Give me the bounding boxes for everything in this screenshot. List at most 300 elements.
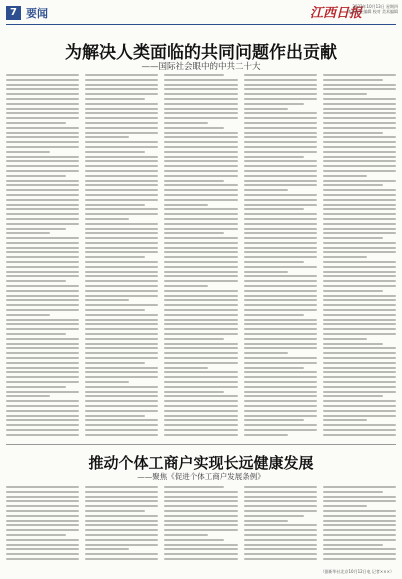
text-column xyxy=(6,486,79,564)
text-line-placeholder xyxy=(6,122,66,124)
text-line-placeholder xyxy=(244,93,317,95)
text-line-placeholder xyxy=(244,419,304,421)
text-line-placeholder xyxy=(323,496,396,498)
text-line-placeholder xyxy=(323,539,396,541)
text-line-placeholder xyxy=(244,558,317,560)
text-line-placeholder xyxy=(164,280,237,282)
text-line-placeholder xyxy=(164,419,237,421)
text-line-placeholder xyxy=(85,500,158,502)
text-line-placeholder xyxy=(164,266,237,268)
text-line-placeholder xyxy=(164,386,237,388)
text-line-placeholder xyxy=(244,415,317,417)
text-line-placeholder xyxy=(323,213,396,215)
text-line-placeholder xyxy=(164,415,237,417)
text-line-placeholder xyxy=(164,290,237,292)
text-line-placeholder xyxy=(85,165,158,167)
text-line-placeholder xyxy=(323,160,396,162)
text-line-placeholder xyxy=(164,242,237,244)
text-line-placeholder xyxy=(244,553,317,555)
text-line-placeholder xyxy=(85,223,158,225)
text-line-placeholder xyxy=(6,328,79,330)
text-line-placeholder xyxy=(244,165,317,167)
text-line-placeholder xyxy=(323,237,383,239)
text-line-placeholder xyxy=(6,304,79,306)
text-line-placeholder xyxy=(323,314,396,316)
text-line-placeholder xyxy=(85,496,158,498)
text-line-placeholder xyxy=(244,357,317,359)
text-line-placeholder xyxy=(244,156,304,158)
text-line-placeholder xyxy=(85,156,158,158)
text-line-placeholder xyxy=(85,395,158,397)
text-line-placeholder xyxy=(85,98,145,100)
text-line-placeholder xyxy=(164,156,237,158)
text-line-placeholder xyxy=(85,117,158,119)
text-line-placeholder xyxy=(164,223,237,225)
text-line-placeholder xyxy=(6,347,79,349)
text-line-placeholder xyxy=(6,127,79,129)
text-line-placeholder xyxy=(323,295,396,297)
text-line-placeholder xyxy=(164,247,237,249)
text-line-placeholder xyxy=(85,539,158,541)
text-line-placeholder xyxy=(6,156,79,158)
text-line-placeholder xyxy=(85,228,158,230)
text-line-placeholder xyxy=(323,204,396,206)
text-line-placeholder xyxy=(244,280,317,282)
text-line-placeholder xyxy=(244,141,317,143)
text-line-placeholder xyxy=(164,500,237,502)
text-line-placeholder xyxy=(164,98,237,100)
text-line-placeholder xyxy=(244,319,317,321)
text-line-placeholder xyxy=(323,534,396,536)
text-line-placeholder xyxy=(164,319,237,321)
text-line-placeholder xyxy=(6,309,79,311)
text-line-placeholder xyxy=(85,391,158,393)
text-line-placeholder xyxy=(85,280,158,282)
text-line-placeholder xyxy=(6,74,79,76)
text-line-placeholder xyxy=(6,141,79,143)
text-line-placeholder xyxy=(6,112,79,114)
text-line-placeholder xyxy=(6,424,79,426)
text-column xyxy=(6,74,79,440)
text-line-placeholder xyxy=(323,108,396,110)
text-line-placeholder xyxy=(164,395,237,397)
text-line-placeholder xyxy=(164,160,237,162)
text-line-placeholder xyxy=(323,486,396,488)
text-line-placeholder xyxy=(164,170,237,172)
text-line-placeholder xyxy=(6,395,50,397)
text-line-placeholder xyxy=(85,108,158,110)
text-line-placeholder xyxy=(244,295,317,297)
text-line-placeholder xyxy=(164,189,237,191)
text-line-placeholder xyxy=(6,496,79,498)
section-name: 要闻 xyxy=(26,7,48,20)
text-line-placeholder xyxy=(6,160,79,162)
text-line-placeholder xyxy=(85,491,158,493)
text-line-placeholder xyxy=(6,242,79,244)
text-line-placeholder xyxy=(323,194,396,196)
text-line-placeholder xyxy=(85,151,145,153)
text-line-placeholder xyxy=(323,261,396,263)
text-line-placeholder xyxy=(244,290,317,292)
text-line-placeholder xyxy=(6,333,66,335)
text-line-placeholder xyxy=(6,338,79,340)
text-line-placeholder xyxy=(244,247,317,249)
text-line-placeholder xyxy=(85,323,158,325)
text-line-placeholder xyxy=(85,127,158,129)
text-line-placeholder xyxy=(323,127,396,129)
article1-title: 为解决人类面临的共同问题作出贡献 xyxy=(65,43,337,63)
article2-subtitle: ——聚焦《促进个体工商户发展条例》 xyxy=(137,472,265,481)
text-line-placeholder xyxy=(85,271,158,273)
text-line-placeholder xyxy=(323,415,396,417)
text-line-placeholder xyxy=(244,117,317,119)
text-line-placeholder xyxy=(323,424,396,426)
text-line-placeholder xyxy=(244,376,317,378)
text-line-placeholder xyxy=(244,544,317,546)
text-line-placeholder xyxy=(244,84,317,86)
text-line-placeholder xyxy=(164,515,237,517)
text-line-placeholder xyxy=(323,352,396,354)
text-column xyxy=(323,74,396,440)
text-line-placeholder xyxy=(6,386,66,388)
text-line-placeholder xyxy=(323,419,367,421)
text-line-placeholder xyxy=(6,491,79,493)
text-line-placeholder xyxy=(6,194,79,196)
text-line-placeholder xyxy=(244,299,317,301)
text-line-placeholder xyxy=(85,199,158,201)
text-line-placeholder xyxy=(6,285,79,287)
header-meta-editors: 本版责任编辑 校对 美术编辑 xyxy=(347,9,398,14)
text-line-placeholder xyxy=(164,362,237,364)
text-line-placeholder xyxy=(164,410,237,412)
text-line-placeholder xyxy=(6,381,79,383)
text-line-placeholder xyxy=(244,515,304,517)
text-line-placeholder xyxy=(323,79,383,81)
header-meta-date: 2022年10月13日 星期四 xyxy=(352,4,398,9)
text-line-placeholder xyxy=(85,400,158,402)
text-line-placeholder xyxy=(85,79,158,81)
text-line-placeholder xyxy=(85,328,158,330)
text-line-placeholder xyxy=(323,232,396,234)
header-meta xyxy=(347,4,398,14)
text-line-placeholder xyxy=(164,367,208,369)
text-line-placeholder xyxy=(244,491,317,493)
text-line-placeholder xyxy=(164,429,237,431)
text-line-placeholder xyxy=(164,117,237,119)
text-line-placeholder xyxy=(85,74,158,76)
text-line-placeholder xyxy=(85,299,129,301)
text-line-placeholder xyxy=(244,343,317,345)
text-line-placeholder xyxy=(323,429,396,431)
text-line-placeholder xyxy=(244,323,317,325)
text-line-placeholder xyxy=(244,400,317,402)
text-line-placeholder xyxy=(323,165,396,167)
text-column xyxy=(164,74,237,440)
text-line-placeholder xyxy=(164,323,237,325)
text-line-placeholder xyxy=(85,319,158,321)
text-line-placeholder xyxy=(85,204,145,206)
text-line-placeholder xyxy=(6,117,79,119)
text-line-placeholder xyxy=(85,367,158,369)
text-line-placeholder xyxy=(6,539,79,541)
text-line-placeholder xyxy=(164,213,237,215)
text-line-placeholder xyxy=(85,112,158,114)
text-line-placeholder xyxy=(164,199,237,201)
text-line-placeholder xyxy=(85,520,158,522)
text-line-placeholder xyxy=(164,524,237,526)
text-line-placeholder xyxy=(244,328,317,330)
text-line-placeholder xyxy=(6,151,50,153)
text-line-placeholder xyxy=(164,400,237,402)
text-line-placeholder xyxy=(244,242,317,244)
text-line-placeholder xyxy=(244,391,317,393)
text-line-placeholder xyxy=(244,367,304,369)
text-line-placeholder xyxy=(164,505,237,507)
article2-body xyxy=(6,486,396,568)
text-line-placeholder xyxy=(323,266,396,268)
text-line-placeholder xyxy=(6,314,50,316)
text-line-placeholder xyxy=(85,88,158,90)
text-line-placeholder xyxy=(244,510,317,512)
text-line-placeholder xyxy=(164,424,237,426)
text-line-placeholder xyxy=(164,486,224,488)
text-line-placeholder xyxy=(6,88,79,90)
text-line-placeholder xyxy=(85,410,158,412)
text-line-placeholder xyxy=(323,84,396,86)
text-line-placeholder xyxy=(164,79,237,81)
text-line-placeholder xyxy=(6,237,79,239)
article-divider xyxy=(6,444,396,445)
text-line-placeholder xyxy=(6,103,79,105)
text-line-placeholder xyxy=(164,208,237,210)
text-line-placeholder xyxy=(323,491,383,493)
text-line-placeholder xyxy=(6,228,66,230)
text-line-placeholder xyxy=(85,309,145,311)
text-line-placeholder xyxy=(244,381,317,383)
text-line-placeholder xyxy=(244,160,317,162)
text-line-placeholder xyxy=(244,347,317,349)
text-line-placeholder xyxy=(6,189,79,191)
text-line-placeholder xyxy=(323,117,396,119)
text-line-placeholder xyxy=(244,309,317,311)
text-line-placeholder xyxy=(6,400,79,402)
text-line-placeholder xyxy=(85,534,158,536)
text-line-placeholder xyxy=(323,170,396,172)
text-line-placeholder xyxy=(6,251,79,253)
text-line-placeholder xyxy=(6,175,66,177)
text-line-placeholder xyxy=(164,84,237,86)
text-line-placeholder xyxy=(323,500,396,502)
text-line-placeholder xyxy=(6,108,79,110)
text-line-placeholder xyxy=(164,146,237,148)
text-line-placeholder xyxy=(164,237,237,239)
text-line-placeholder xyxy=(164,232,224,234)
text-line-placeholder xyxy=(323,156,396,158)
text-line-placeholder xyxy=(323,275,396,277)
footer-note: （据新华社北京10月12日电 记者×××） xyxy=(320,569,394,574)
text-line-placeholder xyxy=(323,548,396,550)
text-column xyxy=(323,486,396,564)
text-line-placeholder xyxy=(6,510,79,512)
text-line-placeholder xyxy=(244,194,317,196)
article2-title: 推动个体工商户实现长远健康发展 xyxy=(88,454,314,472)
text-line-placeholder xyxy=(323,251,396,253)
text-line-placeholder xyxy=(6,204,79,206)
text-line-placeholder xyxy=(6,79,79,81)
text-line-placeholder xyxy=(6,84,79,86)
text-line-placeholder xyxy=(85,93,158,95)
text-line-placeholder xyxy=(244,371,317,373)
text-line-placeholder xyxy=(323,175,367,177)
text-line-placeholder xyxy=(323,299,396,301)
text-line-placeholder xyxy=(6,271,79,273)
text-line-placeholder xyxy=(85,510,145,512)
text-line-placeholder xyxy=(164,434,237,436)
text-line-placeholder xyxy=(323,386,396,388)
text-line-placeholder xyxy=(85,232,158,234)
text-column xyxy=(85,74,158,440)
text-line-placeholder xyxy=(85,515,158,517)
text-line-placeholder xyxy=(85,103,158,105)
text-line-placeholder xyxy=(6,218,79,220)
text-line-placeholder xyxy=(164,381,237,383)
text-line-placeholder xyxy=(323,146,396,148)
text-line-placeholder xyxy=(6,357,79,359)
text-line-placeholder xyxy=(164,491,237,493)
text-line-placeholder xyxy=(85,338,158,340)
text-line-placeholder xyxy=(244,199,317,201)
text-line-placeholder xyxy=(6,524,79,526)
text-line-placeholder xyxy=(6,410,79,412)
text-line-placeholder xyxy=(323,98,396,100)
text-column xyxy=(164,486,237,564)
text-line-placeholder xyxy=(244,534,317,536)
masthead-logo: 江西日报 xyxy=(309,6,362,21)
text-line-placeholder xyxy=(6,558,79,560)
text-line-placeholder xyxy=(244,405,317,407)
text-line-placeholder xyxy=(164,285,208,287)
text-line-placeholder xyxy=(244,175,317,177)
text-line-placeholder xyxy=(164,553,237,555)
text-line-placeholder xyxy=(323,524,396,526)
text-line-placeholder xyxy=(85,256,145,258)
text-line-placeholder xyxy=(164,333,237,335)
text-line-placeholder xyxy=(6,256,79,258)
text-line-placeholder xyxy=(323,223,396,225)
text-line-placeholder xyxy=(323,242,396,244)
text-line-placeholder xyxy=(323,290,383,292)
text-line-placeholder xyxy=(244,127,317,129)
text-line-placeholder xyxy=(164,88,237,90)
text-line-placeholder xyxy=(85,424,158,426)
text-line-placeholder xyxy=(244,151,317,153)
text-line-placeholder xyxy=(323,395,383,397)
article1-body xyxy=(6,74,396,442)
text-line-placeholder xyxy=(164,544,237,546)
text-line-placeholder xyxy=(164,132,237,134)
text-line-placeholder xyxy=(85,247,158,249)
text-line-placeholder xyxy=(164,251,237,253)
text-line-placeholder xyxy=(6,415,79,417)
text-line-placeholder xyxy=(164,108,237,110)
text-line-placeholder xyxy=(244,112,317,114)
text-line-placeholder xyxy=(323,323,396,325)
text-line-placeholder xyxy=(323,271,396,273)
text-line-placeholder xyxy=(6,136,79,138)
text-line-placeholder xyxy=(244,548,317,550)
text-line-placeholder xyxy=(244,395,317,397)
text-line-placeholder xyxy=(85,419,158,421)
text-line-placeholder xyxy=(6,419,79,421)
text-line-placeholder xyxy=(164,256,237,258)
text-column xyxy=(244,486,317,564)
text-line-placeholder xyxy=(244,333,317,335)
text-line-placeholder xyxy=(85,371,158,373)
text-line-placeholder xyxy=(323,189,396,191)
text-line-placeholder xyxy=(323,343,383,345)
text-line-placeholder xyxy=(323,228,396,230)
text-line-placeholder xyxy=(164,371,237,373)
text-line-placeholder xyxy=(164,405,237,407)
text-line-placeholder xyxy=(244,304,317,306)
text-line-placeholder xyxy=(244,362,317,364)
text-line-placeholder xyxy=(244,204,317,206)
text-line-placeholder xyxy=(244,505,317,507)
text-line-placeholder xyxy=(323,338,367,340)
text-line-placeholder xyxy=(323,74,396,76)
text-line-placeholder xyxy=(85,180,158,182)
text-line-placeholder xyxy=(244,208,304,210)
text-line-placeholder xyxy=(164,175,237,177)
text-line-placeholder xyxy=(85,194,158,196)
text-line-placeholder xyxy=(164,228,237,230)
text-line-placeholder xyxy=(323,103,396,105)
text-line-placeholder xyxy=(6,500,79,502)
text-line-placeholder xyxy=(85,84,158,86)
text-line-placeholder xyxy=(244,170,317,172)
text-line-placeholder xyxy=(85,189,158,191)
text-line-placeholder xyxy=(244,228,317,230)
text-line-placeholder xyxy=(164,338,224,340)
article1-subtitle: ——国际社会眼中的中共二十大 xyxy=(141,62,261,72)
text-line-placeholder xyxy=(6,232,50,234)
text-line-placeholder xyxy=(6,544,79,546)
text-line-placeholder xyxy=(85,347,158,349)
text-line-placeholder xyxy=(85,184,158,186)
text-line-placeholder xyxy=(164,529,237,531)
text-line-placeholder xyxy=(164,151,237,153)
text-line-placeholder xyxy=(6,247,79,249)
text-line-placeholder xyxy=(6,319,79,321)
text-line-placeholder xyxy=(6,170,79,172)
text-line-placeholder xyxy=(323,218,396,220)
text-line-placeholder xyxy=(6,367,79,369)
text-line-placeholder xyxy=(85,343,158,345)
text-line-placeholder xyxy=(164,261,237,263)
text-line-placeholder xyxy=(85,290,158,292)
text-line-placeholder xyxy=(323,505,367,507)
text-line-placeholder xyxy=(6,548,79,550)
text-line-placeholder xyxy=(6,505,79,507)
text-line-placeholder xyxy=(244,410,317,412)
text-line-placeholder xyxy=(164,275,237,277)
text-line-placeholder xyxy=(323,376,396,378)
text-line-placeholder xyxy=(85,429,158,431)
text-line-placeholder xyxy=(244,98,317,100)
text-line-placeholder xyxy=(244,218,317,220)
text-line-placeholder xyxy=(323,381,396,383)
text-line-placeholder xyxy=(85,141,158,143)
